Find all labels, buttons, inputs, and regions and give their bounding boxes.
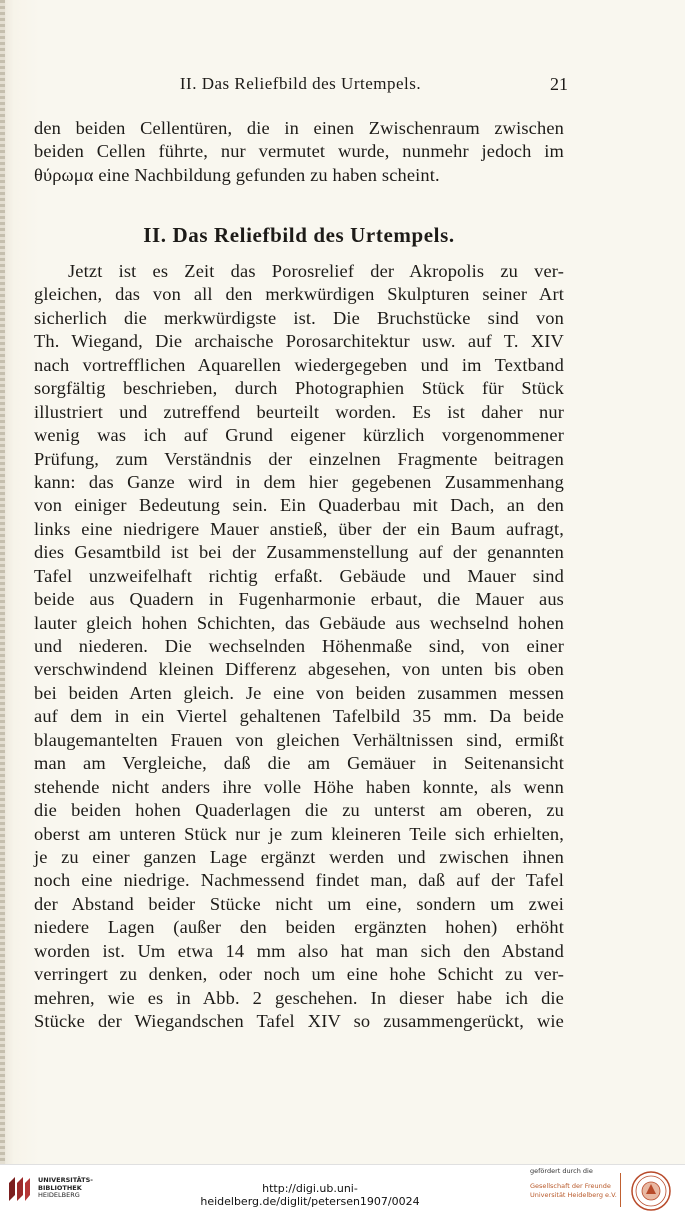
- text-line: illustriert und zutreffend beurteilt worden. Es ist daher nur: [34, 401, 564, 422]
- main-paragraph: [34, 260, 564, 1033]
- text-line: beiden Cellen führte, nur vermutet wurde, nunmehr jedoch im: [34, 141, 564, 162]
- text-line: stehende nicht anders ihre volle Höhe haben konnte, als wenn: [34, 776, 564, 797]
- text-line: niedere Lagen (außer den beiden ergänzten hohen) erhöht: [34, 917, 564, 938]
- text-line: auf dem in ein Viertel gehaltenen Tafelbild 35 mm. Da beide: [34, 706, 564, 727]
- library-name: [38, 1177, 93, 1200]
- text-line: dies Gesamtbild ist bei der Zusammenstellung auf der genannten: [34, 542, 564, 563]
- text-line: Th. Wiegand, Die archaische Porosarchitektur usw. auf T. XIV: [34, 331, 564, 352]
- text-line: Prüfung, zum Verständnis der einzelnen Fragmente beitragen: [34, 448, 564, 469]
- text-line: kann: das Ganze wird in dem hier gegebenen Zusammenhang: [34, 471, 564, 492]
- text-line: und niederen. Die wechselnden Höhenmaße sind, von einer: [34, 636, 564, 656]
- text-line: gleichen, das von all den merkwürdigen Skulpturen seiner Art: [34, 284, 564, 305]
- text-line: worden ist. Um etwa 14 mm also hat man sich den Abstand: [34, 940, 564, 961]
- source-url-link[interactable]: http://digi.ub.uni-heidelberg.de/diglit/petersen1907/0024: [200, 1182, 420, 1208]
- text-line: verschwindend kleinen Differenz abgesehen, von unten bis oben: [34, 659, 564, 680]
- text-line: lauter gleich hohen Schichten, das Gebäude aus wechselnd hohen: [34, 612, 564, 633]
- footer-bar: [0, 1164, 685, 1215]
- text-line: blaugemantelten Frauen von gleichen Verhältnissen sind, ermißt: [34, 729, 564, 750]
- footer-divider: [620, 1173, 621, 1207]
- text-line: die beiden hohen Quaderlagen die zu unterst am oberen, zu: [34, 800, 564, 821]
- text-line: Tafel unzweifelhaft richtig erfaßt. Gebäude und Mauer sind: [34, 565, 564, 586]
- text-line: beide aus Quadern in Fugenharmonie erbaut, die Mauer aus: [34, 589, 564, 610]
- text-line: sorgfältig beschrieben, durch Photographien Stück für Stück: [34, 378, 564, 399]
- running-head: II. Das Reliefbild des Urtempels.: [179, 74, 422, 93]
- text-line: Jetzt ist es Zeit das Porosrelief der Akropolis zu ver-: [68, 261, 564, 281]
- text-line: noch eine niedrige. Nachmessend findet man, daß auf der Tafel: [34, 870, 564, 891]
- library-name-line: BIBLIOTHEK: [38, 1183, 82, 1192]
- society-name: [530, 1182, 617, 1200]
- society-name-line: Universität Heidelberg e.V.: [530, 1191, 617, 1199]
- text-line: oberst am unteren Stück nur je zum kleineren Teile sich erhielten,: [34, 823, 564, 844]
- text-line: links eine niedrigere Mauer anstieß, über der ein Baum aufragt,: [34, 518, 564, 539]
- text-line: der Abstand beider Stücke nicht um eine, sondern um zwei: [34, 893, 564, 914]
- library-name-line: UNIVERSITÄTS-: [38, 1176, 93, 1184]
- text-line: verringert zu denken, oder noch um eine hohe Schicht zu ver-: [34, 964, 564, 985]
- library-name-line: HEIDELBERG: [38, 1191, 80, 1199]
- text-line: sicherlich die merkwürdigste ist. Die Bruchstücke sind von: [34, 307, 564, 328]
- university-seal-icon: [630, 1170, 672, 1212]
- text-line: bei beiden Arten gleich. Je eine von beiden zusammen messen: [34, 682, 564, 703]
- page-number: 21: [550, 74, 568, 94]
- text-line: man am Vergleiche, daß die am Gemäuer in Seitenansicht: [34, 753, 564, 774]
- society-name-line: Gesellschaft der Freunde: [530, 1182, 611, 1190]
- text-line: von einiger Bedeutung sein. Ein Quaderbau mit Dach, an den: [34, 495, 564, 516]
- university-library-logo-icon: [6, 1173, 32, 1205]
- intro-paragraph: [34, 117, 564, 187]
- text-line: θύρωμα eine Nachbildung gefunden zu haben scheint.: [34, 164, 440, 185]
- text-line: den beiden Cellentüren, die in einen Zwischenraum zwischen: [34, 118, 564, 138]
- text-line: wenig was ich auf Grund eigener kürzlich vorgenommener: [34, 425, 564, 446]
- text-line: nach vortrefflichen Aquarellen wiedergegeben und im Textband: [34, 354, 564, 375]
- text-line: mehren, wie es in Abb. 2 geschehen. In dieser habe ich die: [34, 987, 564, 1008]
- section-heading: II. Das Reliefbild des Urtempels.: [143, 223, 455, 247]
- page-edge: [0, 0, 5, 1164]
- funded-by-label: gefördert durch die: [530, 1167, 593, 1175]
- text-line: Stücke der Wiegandschen Tafel XIV so zusammengerückt, wie: [34, 1011, 564, 1031]
- text-line: je zu einer ganzen Lage ergänzt werden und zwischen ihnen: [34, 846, 564, 867]
